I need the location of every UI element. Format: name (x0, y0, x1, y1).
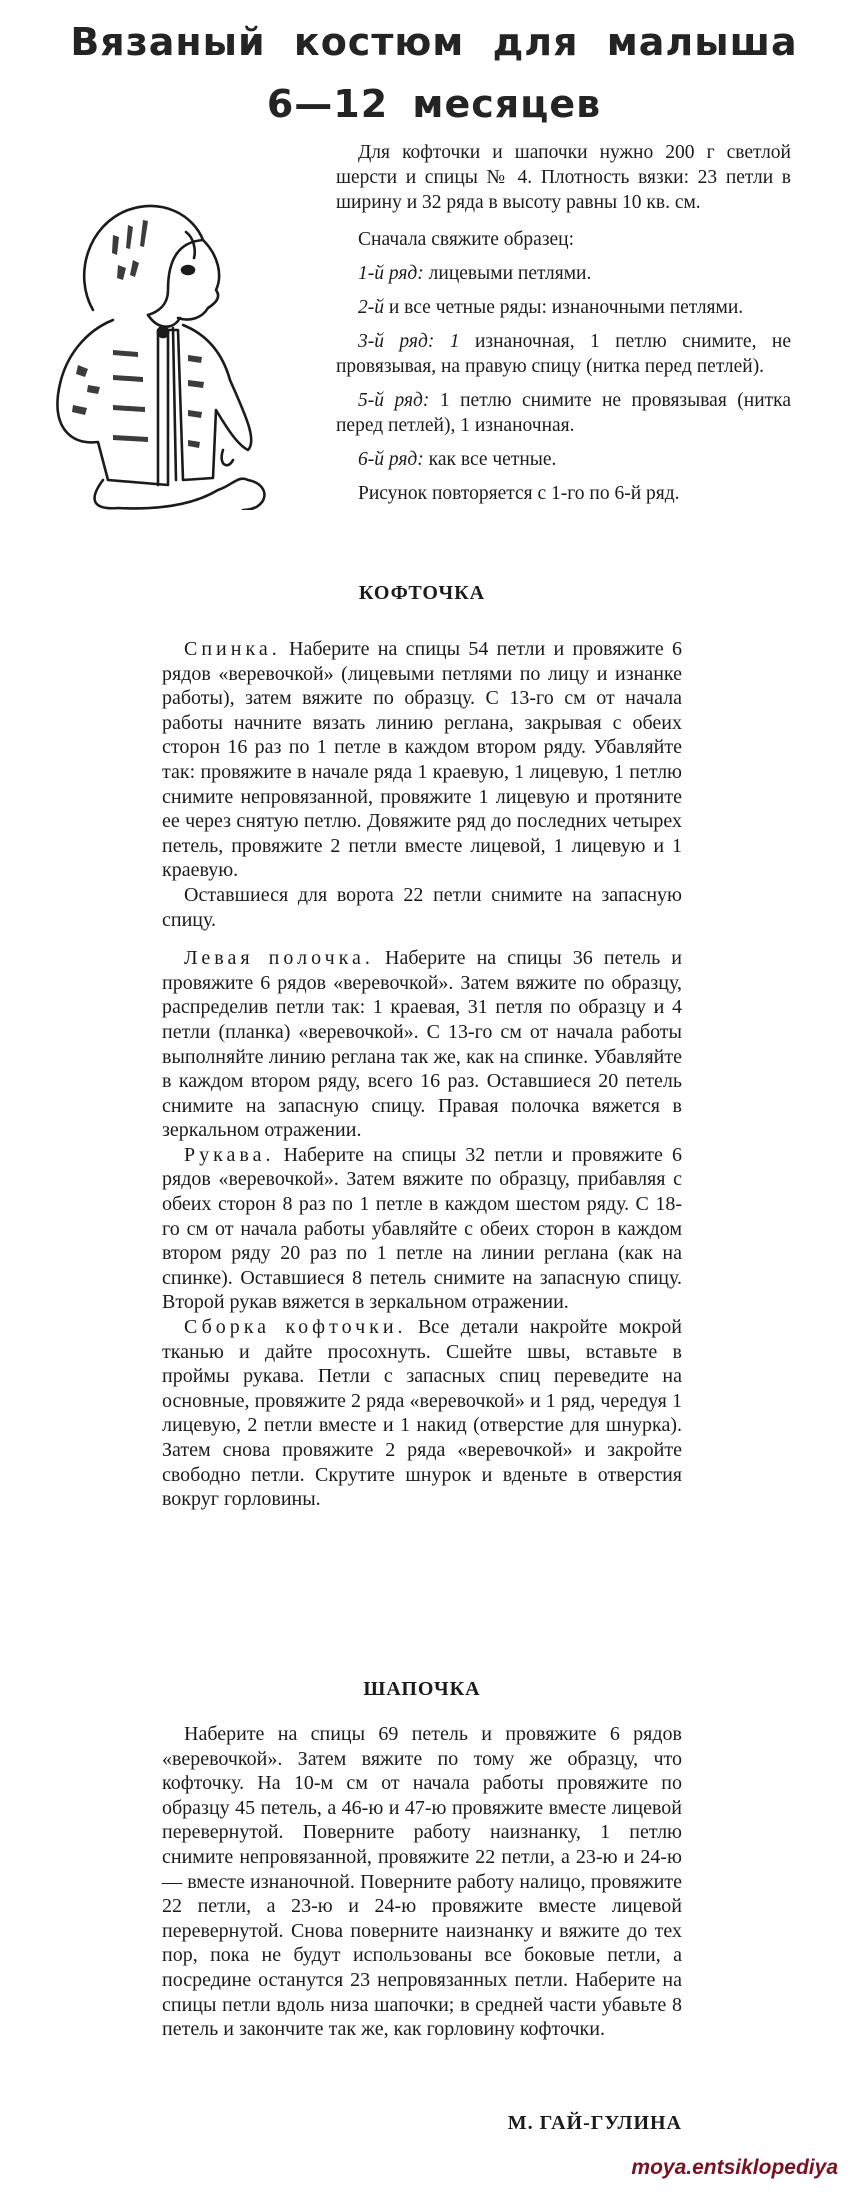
intro-text (336, 140, 791, 515)
author-signature: М. ГАЙ-ГУЛИНА (507, 2112, 682, 2134)
front-placket-right (173, 328, 176, 480)
sleeves-label: Рукава. (184, 1143, 275, 1166)
collar-tie (148, 315, 180, 327)
section-heading-hat: ШАПОЧКА (363, 1678, 481, 1700)
materials-paragraph: Для кофточки и шапочки нужно 200 г светлой шерсти и спицы № 4. Плотность вязки: 23 петли в ширину и 32 ряда в высоту равны 10 кв. см. (336, 142, 791, 213)
assembly-paragraph (162, 1315, 682, 1512)
row-text: 1 петлю снимите не провязывая (нитка перед петлей), 1 изнаночная. (336, 390, 791, 436)
watermark: moya.entsiklopediya (631, 2156, 838, 2179)
row-text: как все четные. (423, 449, 557, 470)
page-title-line2: 6—12 месяцев (266, 82, 602, 126)
pattern-row-6 (336, 447, 791, 472)
back-paragraph (162, 637, 682, 883)
eye (182, 266, 194, 274)
pattern-row-3 (336, 329, 791, 379)
row-label: 2-й (358, 297, 384, 318)
row-label: 5-й ряд: (358, 390, 430, 411)
face-outline (178, 240, 219, 320)
pattern-row-5 (336, 388, 791, 438)
legs-outline (95, 479, 265, 510)
assembly-text: Все детали накройте мокрой тканью и дайте просохнуть. Сшейте швы, вставьте в проймы рукава. Петли с запасных спиц переведите на основные, провяжите 2 ряда «веревочкой» и 1 ряд, чередуя 1 лицевую, 2 петли вместе и 1 накид (отверстие для шнурка). Затем снова провяжите 2 ряда «веревочкой» и закройте свободно петли. Скрутите шнурок и вденьте в отверстия вокруг горловины. (162, 1316, 682, 1511)
collar-paragraph: Оставшиеся для ворота 22 петли снимите на запасную спицу. (162, 883, 682, 931)
left-front-text: Наберите на спицы 36 петель и провяжите 6 рядов «веревочкой». Затем вяжите по образцу, распределив петли так: 1 краевая, 31 петля по образцу и 4 петли (планка) «веревочкой». С 13-го см от начала работы выполняйте линию реглана так же, как на спинке. Убавляйте в каждом втором ряду, всего 16 раз. Оставшиеся 20 петель снимите на запасную спицу. Правая полочка вяжется в зеркальном отражении. (162, 947, 683, 1142)
row-label: 3-й ряд: 1 (358, 331, 460, 352)
page-title-line1: Вязаный костюм для малыша (70, 20, 798, 64)
sleeves-paragraph (162, 1143, 682, 1315)
sample-lead: Сначала свяжите образец: (358, 229, 575, 250)
back-label: Спинка. (184, 638, 281, 660)
row-label: 1-й ряд: (358, 263, 424, 284)
hat-paragraph: Наберите на спицы 69 петель и провяжите 6 рядов «веревочкой». Затем вяжите по тому же образцу, что кофточку. На 10-м см от начала работы провяжите по образцу 45 петель, а 46-ю и 47-ю провяжите вместе лицевой перевернутой. Поверните работу наизнанку, 1 петлю снимите непровязанной, провяжите 22 петли, а 23-ю и 24-ю — вместе изнаночной. Поверните работу налицо, провяжите 22 петли, а 23-ю и 24-ю провяжите вместе лицевой перевернутой. Снова поверните наизнанку и вяжите до тех пор, пока не будут использованы все боковые петли, а посредине останутся 23 непровязанных петли. Наберите на спицы петли вдоль низа шапочки; в средней части убавьте 8 петель и закончите так же, как горловину кофточки. (162, 1723, 682, 2041)
pattern-row-2 (336, 295, 791, 320)
hat-body (162, 1722, 682, 2042)
pattern-row-1 (336, 261, 791, 286)
left-front-label: Левая полочка. (184, 947, 374, 970)
row-label: 6-й ряд: (358, 449, 424, 470)
assembly-label: Сборка кофточки. (184, 1316, 407, 1339)
sleeves-text: Наберите на спицы 32 петли и провяжите 6 рядов «веревочкой». Затем вяжите по образцу, прибавляя с обеих сторон 8 раз по 1 петле в каждом шестом ряду. С 18-го см от начала работы убавляйте с обеих сторон в каждом втором ряду 20 раз по 1 петле на линии реглана (как на спинке). Оставшиеся 8 петель снимите на запасную спицу. Второй рукав вяжется в зеркальном отражении. (162, 1143, 682, 1314)
baby-illustration (18, 180, 283, 510)
left-front-paragraph (162, 946, 682, 1143)
row-text: изнаночная, 1 петлю снимите, не провязывая, на правую спицу (нитка перед петлей). (336, 331, 791, 377)
row-text: и все четные ряды: изнаночными петлями. (384, 297, 744, 318)
back-text: Наберите на спицы 54 петли и провяжите 6 рядов «веревочкой» (лицевыми петлями по лицу и изнанке работы), затем вяжите по образцу. С 13-го см от начала работы начните вязать линию реглана, закрывая с обеих сторон 16 раз по 1 петле в каждом втором ряду. Убавляйте так: провяжите в начале ряда 1 краевую, 1 лицевую, 1 петлю снимите непровязанной, провяжите 1 лицевую и протяните ее через снятую петлю. Довяжите ряд до последних четырех петель, провяжите 2 петли вместе лицевой, 1 лицевую и 1 краевую. (162, 638, 682, 882)
row-text: лицевыми петлями. (423, 263, 592, 284)
jacket-body (162, 637, 682, 1512)
section-heading-jacket: КОФТОЧКА (358, 582, 486, 604)
pattern-repeat: Рисунок повторяется с 1-го по 6-й ряд. (358, 483, 680, 504)
hand (222, 450, 233, 465)
